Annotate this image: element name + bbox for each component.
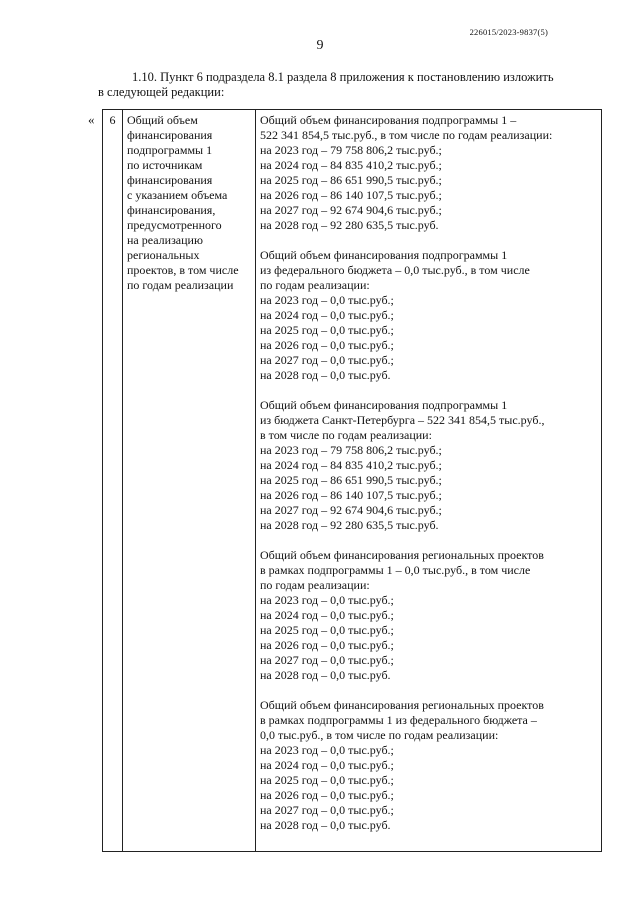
financing-line: на 2023 год – 79 758 806,2 тыс.руб.; (260, 143, 442, 157)
row-title-line: предусмотренного (127, 218, 222, 232)
row-title-cell (123, 110, 256, 852)
financing-line: на 2028 год – 92 280 635,5 тыс.руб. (260, 218, 439, 232)
row-title-line: на реализацию (127, 233, 203, 247)
financing-line: на 2027 год – 92 674 904,6 тыс.руб.; (260, 503, 442, 517)
row-title-line: финансирования (127, 173, 213, 187)
financing-line: на 2027 год – 0,0 тыс.руб.; (260, 803, 394, 817)
financing-line: в том числе по годам реализации: (260, 428, 432, 442)
financing-line: на 2023 год – 79 758 806,2 тыс.руб.; (260, 443, 442, 457)
financing-line: на 2025 год – 0,0 тыс.руб.; (260, 773, 394, 787)
financing-line: на 2027 год – 0,0 тыс.руб.; (260, 353, 394, 367)
financing-line: на 2026 год – 86 140 107,5 тыс.руб.; (260, 188, 442, 202)
financing-line: Общий объем финансирования подпрограммы 1 (260, 398, 508, 412)
row-title-line: Общий объем (127, 113, 198, 127)
financing-line: на 2023 год – 0,0 тыс.руб.; (260, 743, 394, 757)
financing-line: на 2026 год – 0,0 тыс.руб.; (260, 338, 394, 352)
table-row (103, 110, 602, 852)
row-content-cell (256, 110, 602, 852)
financing-line: на 2024 год – 84 835 410,2 тыс.руб.; (260, 158, 442, 172)
financing-line: Общий объем финансирования региональных проектов (260, 548, 544, 562)
row-title-line: по источникам (127, 158, 203, 172)
financing-line: по годам реализации: (260, 278, 370, 292)
financing-line: на 2025 год – 86 651 990,5 тыс.руб.; (260, 173, 442, 187)
financing-table (102, 109, 602, 852)
financing-line: Общий объем финансирования подпрограммы 1 – (260, 113, 517, 127)
financing-block (260, 113, 597, 233)
page-number: 9 (316, 38, 324, 53)
financing-line: 522 341 854,5 тыс.руб., в том числе по годам реализации: (260, 128, 553, 142)
row-title-line: с указанием объема (127, 188, 228, 202)
financing-line: на 2026 год – 0,0 тыс.руб.; (260, 638, 394, 652)
financing-line: на 2023 год – 0,0 тыс.руб.; (260, 293, 394, 307)
financing-line: на 2027 год – 92 674 904,6 тыс.руб.; (260, 203, 442, 217)
financing-block (260, 698, 597, 833)
row-title-line: проектов, в том числе (127, 263, 239, 277)
financing-line: Общий объем финансирования региональных проектов (260, 698, 544, 712)
financing-line: на 2025 год – 0,0 тыс.руб.; (260, 623, 394, 637)
financing-line: на 2024 год – 0,0 тыс.руб.; (260, 758, 394, 772)
financing-line: из федерального бюджета – 0,0 тыс.руб., в том числе (260, 263, 530, 277)
row-number-cell: 6 (103, 110, 123, 852)
financing-line: на 2024 год – 0,0 тыс.руб.; (260, 308, 394, 322)
opening-quote: « (88, 112, 95, 127)
intro-paragraph (98, 70, 578, 100)
row-title-line: финансирования, (127, 203, 216, 217)
financing-line: на 2028 год – 0,0 тыс.руб. (260, 668, 391, 682)
financing-line: на 2028 год – 92 280 635,5 тыс.руб. (260, 518, 439, 532)
row-title-line: подпрограммы 1 (127, 143, 213, 157)
financing-line: на 2024 год – 0,0 тыс.руб.; (260, 608, 394, 622)
financing-block (260, 398, 597, 533)
financing-line: Общий объем финансирования подпрограммы 1 (260, 248, 508, 262)
financing-line: на 2025 год – 86 651 990,5 тыс.руб.; (260, 473, 442, 487)
financing-line: на 2025 год – 0,0 тыс.руб.; (260, 323, 394, 337)
financing-line: на 2027 год – 0,0 тыс.руб.; (260, 653, 394, 667)
intro-line-2: в следующей редакции: (98, 85, 225, 99)
intro-line-1: 1.10. Пункт 6 подраздела 8.1 раздела 8 приложения к постановлению изложить (132, 70, 554, 84)
financing-line: в рамках подпрограммы 1 из федерального бюджета – (260, 713, 537, 727)
financing-line: на 2026 год – 86 140 107,5 тыс.руб.; (260, 488, 442, 502)
financing-line: на 2024 год – 84 835 410,2 тыс.руб.; (260, 458, 442, 472)
financing-line: на 2023 год – 0,0 тыс.руб.; (260, 593, 394, 607)
financing-line: на 2026 год – 0,0 тыс.руб.; (260, 788, 394, 802)
financing-line: 0,0 тыс.руб., в том числе по годам реализации: (260, 728, 499, 742)
financing-line: на 2028 год – 0,0 тыс.руб. (260, 818, 391, 832)
financing-line: на 2028 год – 0,0 тыс.руб. (260, 368, 391, 382)
financing-line: по годам реализации: (260, 578, 370, 592)
row-title-line: финансирования (127, 128, 213, 142)
row-title-line: региональных (127, 248, 200, 262)
financing-line: из бюджета Санкт-Петербурга – 522 341 854,5 тыс.руб., (260, 413, 545, 427)
financing-block (260, 248, 597, 383)
financing-block (260, 548, 597, 683)
financing-line: в рамках подпрограммы 1 – 0,0 тыс.руб., в том числе (260, 563, 531, 577)
row-title-line: по годам реализации (127, 278, 234, 292)
document-id: 226015/2023-9837(5) (469, 27, 548, 37)
